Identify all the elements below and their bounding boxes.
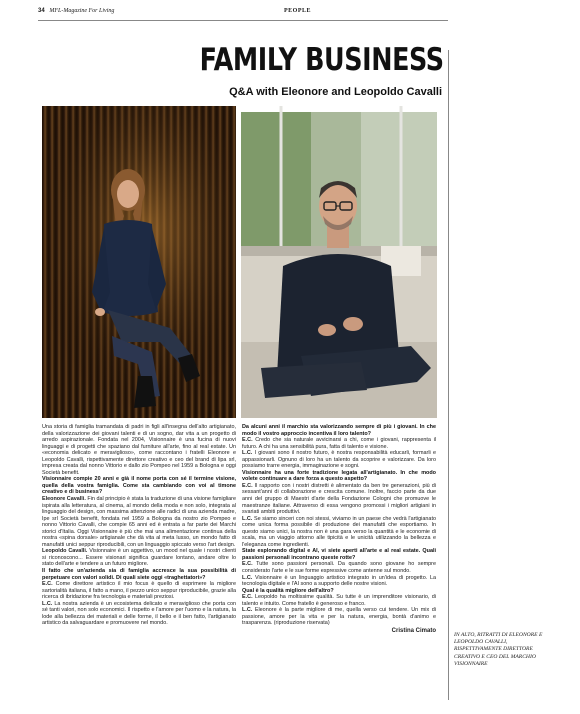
interview-question: Il fatto che un'azienda sia di famiglia accresce la sua possibilità di perpetuare con valori solidi. Di quali siete oggi «traghettatori»?	[42, 568, 236, 581]
answer-text: Eleonore è la parte migliore di me, quella verso cui tendere. Un mix di passione, amore per la vita e per la natura, energia, bontà d'animo e trasparenza. (riproduzione riservata)	[242, 607, 436, 627]
portrait-illustration-leopoldo	[241, 106, 437, 418]
interview-answer	[242, 594, 436, 607]
column-divider	[448, 50, 449, 700]
answer-text: Visionnaire è un aggettivo, un mood nel quale i nostri clienti si riconoscono... Essere visionari significa guardare lontano, andare oltre lo stato dell'arte e tendere a un futuro migliore.	[42, 548, 236, 568]
answer-text: Visionnaire è un linguaggio artistico integrato in un'idea di progetto. La tecnologia digitale e l'AI sono a supporto delle nostre visioni.	[242, 574, 436, 588]
speaker-name: E.C.	[242, 594, 253, 601]
article-title: FAMILY BUSINESS	[199, 42, 444, 78]
speaker-name: L.C.	[42, 600, 53, 607]
interview-answer	[42, 601, 236, 627]
interview-answer	[242, 561, 436, 574]
answer-text: Fin dal principio è stata la traduzione di una visione famigliare ispirata alla letteratura, al cinema, al mondo della moda e non solo, integrata al linguaggio del design, con massima attenzione alle radici di una azienda madre, Ipe srl Società benefit, fondata nel 1959 a Bologna da nostro zio Pompeo e nonno Vittorio Cavalli, che compie 65 anni ed è entrata a far parte dei Marchi storici d'Italia. Oggi Visionnaire è più che mai una alimentazione continua della nostra «spina dorsale» artigianale che dà vita al meta lusso, un mondo fatto di manufatti unici seppur riproducibili, con un linguaggio spiccato verso l'art design.	[42, 496, 236, 548]
answer-text: La nostra azienda è un ecosistema delicato e meraviglioso che porta con sé tanti valori, non solo economici. Il rispetto e l'amore per l'uomo e la natura, la lode alla bellezza dei materiali e delle forme, il bello e il ben fatto, l'artigianato artistico da salvaguardare e promuovere nel mondo.	[42, 600, 236, 627]
interview-question: Visionnaire compie 20 anni e già il nome porta con sé il termine visione, quella della vostra famiglia. Come sta cambiando con voi al timone creativo e di business?	[42, 476, 236, 496]
interview-answer	[242, 516, 436, 549]
section-label: PEOPLE	[284, 8, 312, 14]
speaker-name: Eleonore Cavalli.	[42, 496, 86, 503]
speaker-name: L.C.	[242, 607, 253, 614]
header-rule	[38, 20, 448, 21]
speaker-name: L.C.	[242, 515, 253, 522]
speaker-name: E.C.	[242, 561, 253, 568]
article-subtitle: Q&A with Eleonore and Leopoldo Cavalli	[229, 86, 442, 98]
interview-answer	[242, 483, 436, 516]
interview-answer	[242, 450, 436, 470]
interview-question: Qual è la qualità migliore dell'altro?	[242, 587, 334, 594]
magazine-name: MFL-Magazine For Living	[49, 8, 115, 14]
speaker-name: L.C.	[242, 450, 253, 457]
author-signature: Cristina Cimato	[391, 627, 436, 634]
answer-text: Credo che sia naturale avvicinarsi a chi, come i giovani, rappresenta il futuro. A chi ha una sensibilità pura, fatta di talento e visione.	[242, 437, 436, 450]
interview-question: Da alcuni anni il marchio sta valorizzando sempre di più i giovani. In che modo il vostro approccio incentiva il loro talento?	[242, 424, 436, 437]
speaker-name: E.C.	[42, 581, 53, 588]
photo-caption: IN ALTO, RITRATTI DI ELEONORE E LEOPOLDO CAVALLI, RISPETTIVAMENTE DIRETTORE CREATIVO E CEO DEL MARCHIO VISIONNAIRE	[454, 632, 543, 667]
speaker-name: L.C.	[242, 574, 253, 581]
interview-answer	[42, 496, 236, 548]
answer-text: Tutte sono passioni personali. Da quando sono giovane ho sempre considerato l'arte e le sue forme espressive come antenne sul mondo.	[242, 561, 436, 575]
speaker-name: E.C.	[242, 482, 253, 489]
interview-answer	[42, 548, 236, 568]
answer-text: Come direttore artistico il mio focus è quello di esprimere la migliore sartorialità italiana, il fatto a mano, il pezzo unico seppur riproducibile, grazie alla ricerca di ibridazione fra tecnologia e materiali preziosi.	[42, 581, 236, 601]
answer-text: I giovani sono il nostro futuro, è nostra responsabilità educarli, formarli e appassionarli. Ognuno di loro ha un talento da scoprire e valorizzare. Da loro possiamo trarre energia, immaginazione e sogni.	[242, 450, 436, 470]
speaker-name: Leopoldo Cavalli.	[42, 548, 88, 555]
portrait-photo-eleonore	[42, 106, 236, 418]
interview-question: Visionnaire ha una forte tradizione legata all'artigianato. In che modo volete continuare a dare forza a questo aspetto?	[242, 469, 436, 483]
speaker-name: E.C.	[242, 437, 253, 444]
article-column-left	[42, 424, 236, 627]
article-column-right	[242, 424, 436, 635]
intro-paragraph: Una storia di famiglia tramandata di padri in figli all'insegna dell'alto artigianato, della valorizzazione dei giovani talenti e di un sogno, dar vita a un progetto di arredo aspirazionale. Fondata nel 2004, Visionnaire è una fucina di nuovi linguaggi e di progetti che spaziano dal furniture all'arte, fino al real estate. Un «economia delicato e meraviglioso», come raccontano i fratelli Eleonore e Leopoldo Cavalli, rispettivamente direttore creativo e ceo del brand di lipa srl, impresa creata dal nonno Vittorio e dallo zio Pompeo nel 1959 a Bologna e oggi Società benefit.	[42, 424, 236, 476]
portrait-photo-leopoldo	[241, 106, 437, 418]
interview-answer	[242, 575, 436, 588]
page-number: 34	[38, 8, 45, 14]
interview-question: State esplorando digital e AI, vi siete aperti all'arte e al real estate. Quali passioni personali incontrano queste rotte?	[242, 548, 436, 561]
answer-text: Leopoldo ha moltissime qualità. Su tutte è un imprenditore visionario, di talento e intuito. Come fratello è generoso e franco.	[242, 594, 436, 607]
portrait-illustration-eleonore	[42, 106, 236, 418]
interview-answer	[242, 437, 436, 450]
interview-answer	[42, 581, 236, 601]
answer-text: Il rapporto con i nostri distretti è alimentato da ben tre generazioni, più di sessant'anni di collaborazione e crescita comune. Inoltre, faccio parte da due anni del gruppo di Maestri d'arte della Fondazione Cologni che promuove le maestranze italiane. Attraverso di essa vengono promossi i migliori artigiani in svariati ambiti produttivi.	[242, 482, 436, 516]
interview-answer	[242, 607, 436, 627]
answer-text: Se siamo sinceri con noi stessi, viviamo in un paese che vedrà l'artigianato come unica forma possibile di produzione dei manufatti che esportiamo. In questo siamo unici, la nostra non è una gara verso la quantità e le economie di scala, ma un viaggio attorno alle tipicità e le unicità utilizzando la bellezza e l'eleganza come ingredienti.	[242, 515, 436, 548]
